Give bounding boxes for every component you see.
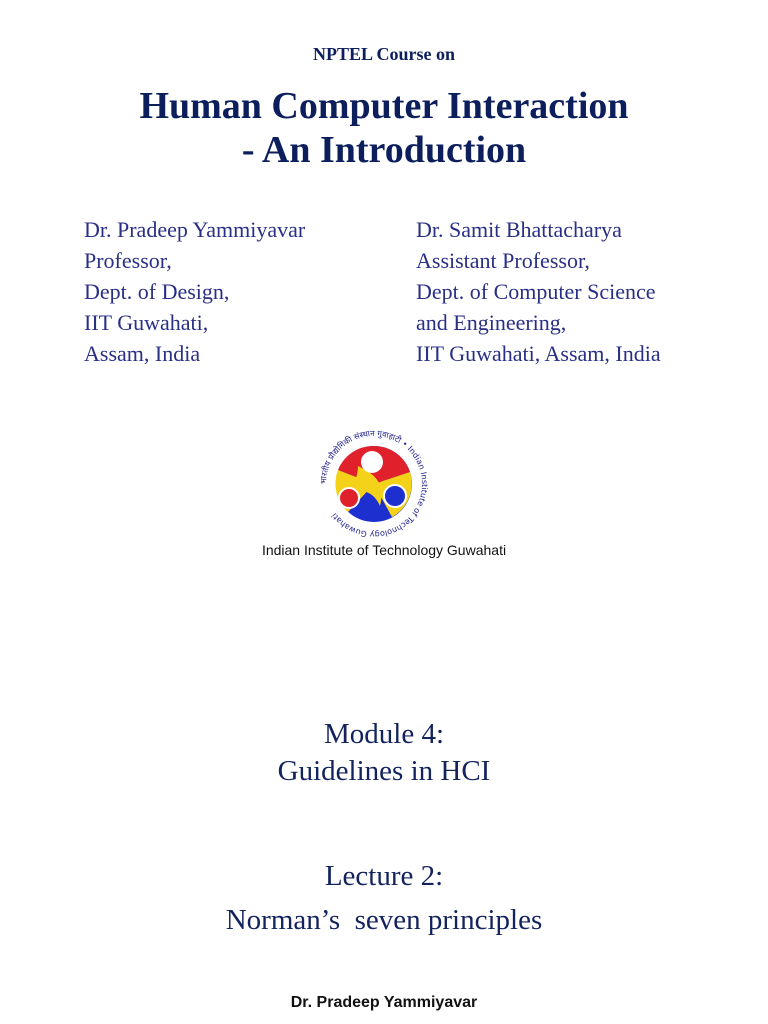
author-left [84,214,305,369]
author-left-name: Dr. Pradeep Yammiyavar [84,217,306,242]
author-left-dept: Dept. of Design, [84,279,230,304]
logo-ring-textpath: भारतीय प्रौद्योगिकी संस्थान गुवाहाटी • Indian Institute of Technology Guwahati [318,428,430,540]
page-title [0,84,768,172]
author-right-name: Dr. Samit Bhattacharya [416,217,622,242]
lecture-heading [0,854,768,942]
author-left-location: Assam, India [84,341,201,366]
author-right [416,214,661,369]
title-line-2: - An Introduction [241,129,527,171]
lecture-title: Norman’s seven principles [225,904,543,936]
module-heading [0,716,768,790]
module-number: Module 4: [323,718,445,750]
author-left-institute: IIT Guwahati, [84,310,209,335]
title-line-1: Human Computer Interaction [139,85,629,127]
iitg-logo [314,426,434,542]
lecture-number: Lecture 2: [324,860,444,892]
author-right-position: Assistant Professor, [416,248,590,273]
logo-emblem [335,446,412,522]
footer-author: Dr. Pradeep Yammiyavar [290,994,478,1011]
author-left-position: Professor, [84,248,172,273]
module-title: Guidelines in HCI [277,755,491,787]
author-right-dept: Dept. of Computer Science [416,279,656,304]
institute-name: Indian Institute of Technology Guwahati [261,542,507,558]
author-right-location: IIT Guwahati, Assam, India [416,341,661,366]
course-label: NPTEL Course on [312,44,456,64]
author-right-dept-cont: and Engineering, [416,310,567,335]
